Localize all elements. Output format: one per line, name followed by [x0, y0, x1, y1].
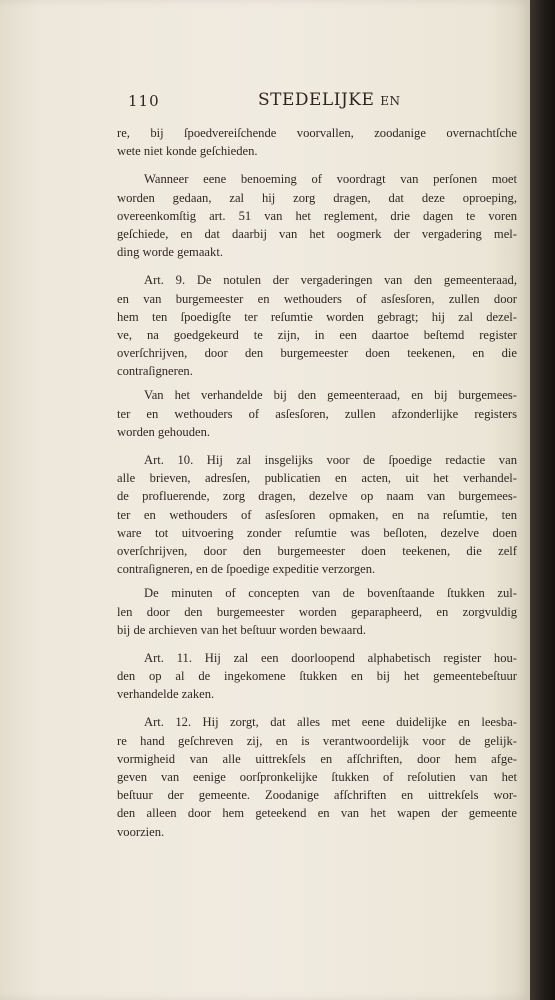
text-line: overſchrijven, door den burgemeester doen teekenen, die zelf — [117, 543, 517, 558]
text-line: geſchiede, en dat daarbij van het oogmerk der vergadering mel- — [117, 226, 517, 241]
text-line: geven van eenige oorſpronkelijke ſtukken of reſolutien van het — [117, 770, 517, 784]
text-line: bij de archieven van het beſtuur worden bewaard. — [117, 622, 366, 637]
paragraph — [117, 170, 517, 261]
running-head — [258, 90, 401, 110]
text-line: ve, na goedgekeurd te zijn, in een daartoe beſtemd register — [117, 327, 517, 342]
text-line: ter en wethouders of asſesſoren opmaken, en na reſumtie, ten — [117, 507, 517, 522]
text-line: overſchrijven, door den burgemeester doen teekenen, en die — [117, 346, 517, 361]
text-line: Art. 9. De notulen der vergaderingen van den gemeenteraad, — [144, 273, 517, 288]
paragraph-art-9 — [117, 271, 517, 380]
text-line: ter en wethouders of asſesſoren, zullen afzonderlijke registers — [117, 406, 517, 421]
text-line: Art. 11. Hij zal een doorloopend alphabetisch register hou- — [144, 650, 517, 665]
text-line: contraſigneren, en de ſpoedige expeditie verzorgen. — [117, 562, 376, 577]
text-line: verhandelde zaken. — [117, 687, 215, 702]
paragraph — [117, 386, 517, 441]
text-line: ding worde gemaakt. — [117, 245, 223, 260]
running-head-suffix: EN — [380, 94, 401, 108]
paragraph — [117, 584, 517, 639]
body-text — [117, 124, 517, 851]
text-line: re, bij ſpoedvereiſchende voorvallen, zoodanige overnachtſche — [117, 126, 517, 140]
text-line: ware tot uitvoering zonder reſumtie was beſloten, dezelve doen — [117, 525, 517, 540]
text-line: wete niet konde geſchieden. — [117, 144, 258, 159]
paragraph-art-10 — [117, 451, 517, 578]
text-line: den alleen door hem geteekend en van het wapen der gemeente — [117, 806, 517, 821]
text-line: worden gedaan, zal hij zorg dragen, dat deze oproeping, — [117, 190, 517, 205]
text-line: contraſigneren. — [117, 364, 193, 379]
text-line: Van het verhandelde bij den gemeenteraad, en bij burgemees- — [144, 388, 517, 403]
text-line: beſtuur der gemeente. Zoodanige afſchriften en uittrekſels wor- — [117, 788, 517, 803]
text-line: alle brieven, adresſen, publicatien en acten, uit het verhandel- — [117, 471, 517, 486]
page-header — [122, 90, 401, 116]
text-line: vormigheid van alle uittrekſels en afſchriften, door hem afge- — [117, 751, 517, 766]
paragraph — [117, 124, 517, 160]
page-number: 110 — [128, 92, 160, 110]
text-line: De minuten of concepten van de bovenſtaande ſtukken zul- — [144, 586, 517, 601]
text-line: overeenkomſtig art. 51 van het reglement, drie dagen te voren — [117, 208, 517, 223]
text-line: Wanneer eene benoeming of voordragt van perſonen moet — [144, 172, 517, 187]
text-line: hem ten ſpoedigſte ter reſumtie worden gebragt; hij zal dezel- — [117, 309, 517, 324]
text-line: de profluerende, zorg dragen, dezelve op naam van burgemees- — [117, 489, 517, 504]
text-line: Art. 10. Hij zal insgelijks voor de ſpoedige redactie van — [144, 453, 517, 467]
text-line: den op al de ingekomene ſtukken en bij het gemeentebeſtuur — [117, 669, 517, 684]
paragraph-art-11 — [117, 649, 517, 704]
running-head-title: STEDELIJKE — [258, 90, 375, 110]
text-line: worden gehouden. — [117, 424, 211, 439]
text-line: Art. 12. Hij zorgt, dat alles met eene duidelijke en leesba- — [144, 715, 517, 730]
text-line: voorzien. — [117, 824, 165, 839]
text-line: len door den burgemeester worden geparapheerd, en zorgvuldig — [117, 604, 517, 619]
text-line: en van burgemeester en wethouders of asſesſoren, zullen door — [117, 291, 517, 306]
book-edge — [530, 0, 555, 1000]
text-line: re hand geſchreven zij, en is verantwoordelijk voor de gelijk- — [117, 733, 517, 748]
paragraph-art-12 — [117, 713, 517, 840]
